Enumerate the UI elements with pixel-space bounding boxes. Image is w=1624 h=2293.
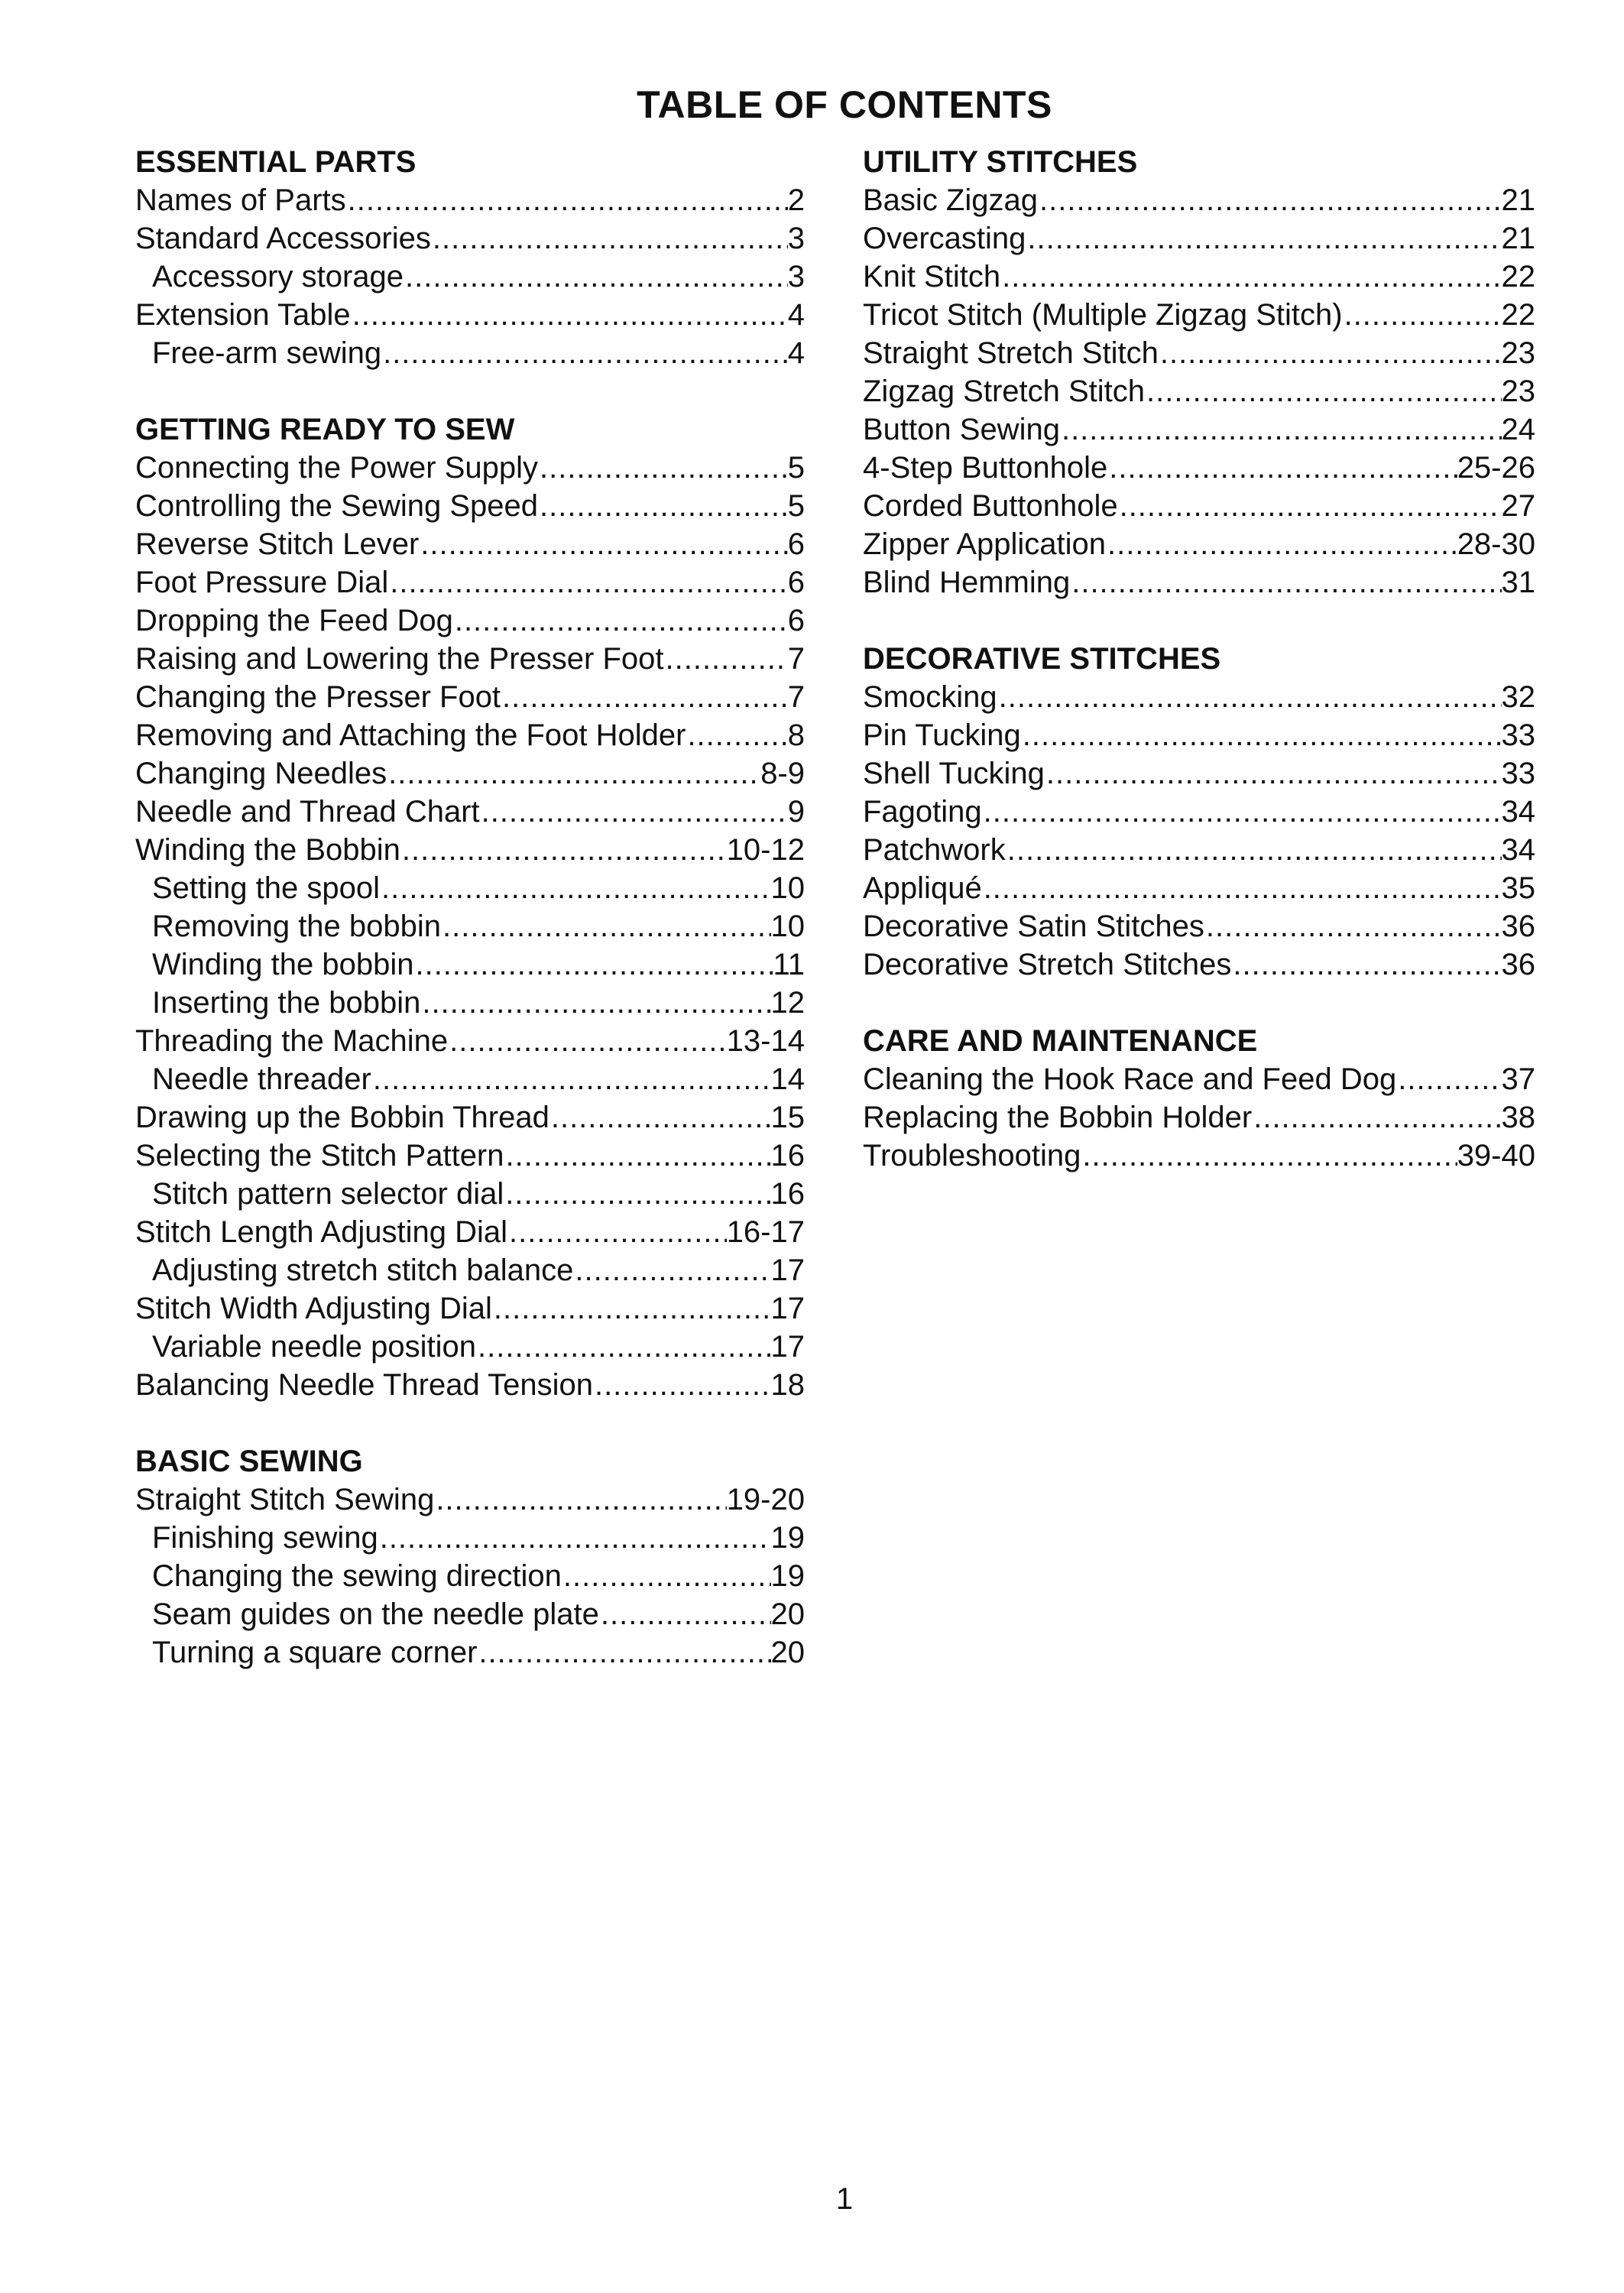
toc-entry-page: 8 [787, 718, 805, 752]
toc-entry-label: Turning a square corner [152, 1636, 478, 1669]
toc-entry [863, 449, 1535, 487]
toc-entry [135, 984, 805, 1022]
toc-entry-page: 21 [1501, 183, 1535, 217]
dot-leader [507, 1213, 727, 1251]
toc-entry-page: 20 [770, 1636, 805, 1669]
toc-entry-label: Finishing sewing [152, 1521, 378, 1555]
dot-leader [387, 754, 760, 793]
dot-leader [448, 1022, 727, 1060]
toc-entry-label: Raising and Lowering the Presser Foot [135, 642, 664, 676]
toc-entry [135, 754, 805, 793]
toc-entry [135, 1519, 805, 1557]
toc-entry-page: 4 [787, 298, 805, 332]
toc-entry-label: Adjusting stretch stitch balance [152, 1254, 574, 1287]
toc-entry [135, 1328, 805, 1366]
dot-leader [492, 1289, 771, 1328]
dot-leader [431, 219, 788, 258]
toc-entry-label: Decorative Stretch Stitches [863, 948, 1232, 981]
dot-leader [1045, 754, 1502, 793]
toc-entry [135, 219, 805, 258]
toc-entry-page: 22 [1501, 260, 1535, 294]
toc-entry-page: 18 [770, 1368, 805, 1402]
toc-entry [135, 1557, 805, 1595]
toc-entry-page: 33 [1501, 718, 1535, 752]
toc-entry [135, 945, 805, 984]
page-number: 1 [835, 2182, 854, 2216]
toc-entry-page: 11 [773, 948, 805, 981]
toc-entry-page: 19-20 [726, 1483, 805, 1516]
dot-leader [413, 945, 773, 984]
toc-entry-label: Connecting the Power Supply [135, 451, 538, 485]
toc-entry [863, 1098, 1535, 1137]
toc-entry [135, 1175, 805, 1213]
toc-entry [863, 487, 1535, 525]
toc-entry-page: 6 [787, 566, 805, 599]
toc-entry-label: Seam guides on the needle plate [152, 1597, 599, 1631]
dot-leader [593, 1366, 771, 1404]
toc-entry-label: Needle threader [152, 1062, 371, 1096]
dot-leader [420, 984, 770, 1022]
toc-entry-page: 2 [787, 183, 805, 217]
toc-entry [135, 563, 805, 602]
toc-entry-page: 16-17 [726, 1215, 805, 1249]
toc-entry-label: Threading the Machine [135, 1024, 449, 1058]
toc-entry [135, 793, 805, 831]
toc-entry [135, 525, 805, 563]
toc-entry-label: Winding the bobbin [152, 948, 414, 981]
toc-entry-label: Inserting the bobbin [152, 986, 421, 1020]
dot-leader [562, 1557, 771, 1595]
toc-entry [863, 525, 1535, 563]
toc-entry-page: 23 [1501, 336, 1535, 370]
toc-entry [135, 678, 805, 716]
toc-entry-label: Removing the bobbin [152, 910, 442, 943]
dot-leader [1118, 487, 1502, 525]
toc-entry-label: Changing the sewing direction [152, 1559, 562, 1593]
dot-leader [381, 334, 788, 372]
toc-entry-page: 32 [1501, 680, 1535, 714]
dot-leader [1231, 945, 1501, 984]
dot-leader [1081, 1137, 1457, 1175]
dot-leader [434, 1481, 726, 1519]
dot-leader [1106, 525, 1457, 563]
toc-entry [135, 907, 805, 945]
dot-leader [982, 793, 1502, 831]
dot-leader [1038, 181, 1502, 219]
toc-entry-page: 34 [1501, 795, 1535, 829]
toc-entry [135, 640, 805, 678]
toc-entry [135, 831, 805, 869]
toc-entry-label: Changing the Presser Foot [135, 680, 501, 714]
toc-entry-label: Button Sewing [863, 413, 1060, 446]
dot-leader [371, 1060, 771, 1098]
toc-entry-label: Straight Stitch Sewing [135, 1483, 435, 1516]
toc-entry-page: 31 [1501, 566, 1535, 599]
toc-entry [863, 754, 1535, 793]
toc-entry-page: 5 [787, 489, 805, 523]
toc-entry [863, 181, 1535, 219]
toc-entry-page: 7 [787, 642, 805, 676]
toc-entry-page: 37 [1501, 1062, 1535, 1096]
toc-entry-label: Needle and Thread Chart [135, 795, 480, 829]
dot-leader [686, 716, 787, 754]
toc-entry-label: Corded Buttonhole [863, 489, 1118, 523]
toc-entry-label: Foot Pressure Dial [135, 566, 389, 599]
toc-entry-page: 16 [770, 1177, 805, 1211]
toc-entry [135, 1098, 805, 1137]
page-title: TABLE OF CONTENTS [637, 83, 1052, 126]
section-heading: BASIC SEWING [135, 1445, 363, 1478]
toc-entry-label: Changing Needles [135, 757, 387, 790]
toc-entry [863, 219, 1535, 258]
dot-leader [453, 602, 788, 640]
dot-leader [1006, 831, 1502, 869]
toc-entry-label: Fagoting [863, 795, 982, 829]
dot-leader [476, 1328, 770, 1366]
toc-entry-page: 9 [787, 795, 805, 829]
dot-leader [1000, 258, 1501, 296]
toc-entry [863, 793, 1535, 831]
toc-entry [135, 258, 805, 296]
dot-leader [1343, 296, 1502, 334]
dot-leader [1204, 907, 1502, 945]
toc-entry [135, 716, 805, 754]
toc-entry-page: 39-40 [1457, 1139, 1535, 1172]
section-heading: GETTING READY TO SEW [135, 413, 515, 446]
toc-entry [135, 181, 805, 219]
toc-entry [135, 1213, 805, 1251]
dot-leader [599, 1595, 771, 1633]
toc-entry [135, 1366, 805, 1404]
dot-leader [1159, 334, 1502, 372]
toc-entry [135, 1137, 805, 1175]
section-heading: ESSENTIAL PARTS [135, 145, 417, 179]
toc-entry-page: 25-26 [1457, 451, 1535, 485]
dot-leader [1060, 410, 1502, 449]
toc-entry-page: 14 [770, 1062, 805, 1096]
toc-entry-page: 12 [770, 986, 805, 1020]
toc-section [863, 640, 1535, 984]
toc-entry-label: Balancing Needle Thread Tension [135, 1368, 593, 1402]
toc-entry-page: 28-30 [1457, 527, 1535, 561]
dot-leader [480, 793, 788, 831]
dot-leader [997, 678, 1502, 716]
toc-entry-page: 22 [1501, 298, 1535, 332]
dot-leader [419, 525, 787, 563]
toc-entry [863, 678, 1535, 716]
toc-entry [863, 716, 1535, 754]
toc-entry [135, 602, 805, 640]
toc-section [863, 1022, 1535, 1175]
toc-entry-page: 3 [787, 222, 805, 255]
dot-leader [380, 869, 771, 907]
toc-entry-label: Smocking [863, 680, 997, 714]
dot-leader [504, 1137, 771, 1175]
toc-entry-page: 33 [1501, 757, 1535, 790]
toc-entry-page: 27 [1501, 489, 1535, 523]
toc-entry [135, 1022, 805, 1060]
toc-entry-label: Appliqué [863, 871, 982, 905]
toc-entry-page: 10-12 [726, 833, 805, 867]
toc-entry-label: Names of Parts [135, 183, 346, 217]
toc-entry-label: Free-arm sewing [152, 336, 382, 370]
toc-entry-label: Dropping the Feed Dog [135, 604, 453, 637]
toc-entry-label: Replacing the Bobbin Holder [863, 1101, 1253, 1134]
toc-entry-page: 17 [770, 1254, 805, 1287]
toc-entry-page: 15 [770, 1101, 805, 1134]
toc-entry-label: Winding the Bobbin [135, 833, 400, 867]
dot-leader [538, 449, 788, 487]
toc-entry-page: 13-14 [726, 1024, 805, 1058]
right-column [863, 143, 1535, 1175]
toc-entry-label: Knit Stitch [863, 260, 1001, 294]
toc-entry-label: Stitch Length Adjusting Dial [135, 1215, 507, 1249]
toc-entry-page: 23 [1501, 375, 1535, 408]
toc-entry [863, 1060, 1535, 1098]
toc-section [135, 410, 805, 1404]
toc-entry-page: 10 [770, 910, 805, 943]
toc-entry-page: 20 [770, 1597, 805, 1631]
dot-leader [573, 1251, 770, 1289]
left-column [135, 143, 805, 1672]
toc-entry-page: 34 [1501, 833, 1535, 867]
dot-leader [982, 869, 1502, 907]
toc-entry [863, 410, 1535, 449]
toc-entry [135, 1595, 805, 1633]
toc-entry-label: Troubleshooting [863, 1139, 1081, 1172]
dot-leader [1396, 1060, 1501, 1098]
toc-entry-label: Setting the spool [152, 871, 380, 905]
dot-leader [1026, 219, 1501, 258]
toc-section [863, 143, 1535, 602]
toc-entry [863, 831, 1535, 869]
dot-leader [400, 831, 727, 869]
toc-entry-page: 8-9 [760, 757, 805, 790]
toc-entry-label: Accessory storage [152, 260, 404, 294]
toc-entry-page: 3 [787, 260, 805, 294]
toc-entry-label: Removing and Attaching the Foot Holder [135, 718, 686, 752]
toc-entry-label: Zipper Application [863, 527, 1106, 561]
section-heading: UTILITY STITCHES [863, 145, 1138, 179]
toc-entry-page: 24 [1501, 413, 1535, 446]
toc-section [135, 143, 805, 372]
toc-entry-label: Tricot Stitch (Multiple Zigzag Stitch) [863, 298, 1343, 332]
toc-entry-page: 21 [1501, 222, 1535, 255]
toc-entry [135, 1481, 805, 1519]
toc-entry [135, 296, 805, 334]
dot-leader [346, 181, 788, 219]
toc-section [135, 1442, 805, 1672]
toc-entry [135, 334, 805, 372]
toc-entry-page: 17 [770, 1330, 805, 1364]
toc-entry-label: Stitch Width Adjusting Dial [135, 1292, 492, 1325]
toc-entry-page: 7 [787, 680, 805, 714]
toc-entry-label: Overcasting [863, 222, 1026, 255]
dot-leader [378, 1519, 771, 1557]
toc-entry-page: 36 [1501, 910, 1535, 943]
toc-entry-label: Decorative Satin Stitches [863, 910, 1204, 943]
toc-entry [863, 945, 1535, 984]
dot-leader [538, 487, 788, 525]
toc-entry-label: 4-Step Buttonhole [863, 451, 1108, 485]
toc-entry-label: Cleaning the Hook Race and Feed Dog [863, 1062, 1397, 1096]
toc-entry-label: Shell Tucking [863, 757, 1045, 790]
toc-entry [135, 869, 805, 907]
toc-entry-page: 10 [770, 871, 805, 905]
toc-entry-page: 38 [1501, 1101, 1535, 1134]
toc-entry [863, 1137, 1535, 1175]
toc-entry-label: Blind Hemming [863, 566, 1071, 599]
toc-entry-page: 4 [787, 336, 805, 370]
toc-entry-page: 19 [770, 1521, 805, 1555]
toc-entry [135, 449, 805, 487]
toc-entry-label: Reverse Stitch Lever [135, 527, 420, 561]
toc-entry-page: 19 [770, 1559, 805, 1593]
toc-entry [135, 1060, 805, 1098]
dot-leader [504, 1175, 770, 1213]
dot-leader [441, 907, 770, 945]
toc-entry-page: 5 [787, 451, 805, 485]
dot-leader [477, 1633, 770, 1672]
dot-leader [549, 1098, 771, 1137]
dot-leader [1145, 372, 1501, 410]
dot-leader [1107, 449, 1457, 487]
section-heading: DECORATIVE STITCHES [863, 642, 1221, 676]
toc-entry-page: 16 [770, 1139, 805, 1172]
dot-leader [388, 563, 788, 602]
toc-entry-label: Variable needle position [152, 1330, 477, 1364]
toc-entry [863, 869, 1535, 907]
toc-entry-label: Zigzag Stretch Stitch [863, 375, 1146, 408]
toc-entry-page: 17 [770, 1292, 805, 1325]
dot-leader [1070, 563, 1501, 602]
toc-entry-label: Straight Stretch Stitch [863, 336, 1159, 370]
toc-entry-page: 36 [1501, 948, 1535, 981]
section-heading: CARE AND MAINTENANCE [863, 1024, 1258, 1058]
toc-entry-label: Controlling the Sewing Speed [135, 489, 539, 523]
toc-entry-label: Drawing up the Bobbin Thread [135, 1101, 549, 1134]
toc-entry-page: 6 [787, 604, 805, 637]
toc-entry-label: Pin Tucking [863, 718, 1021, 752]
dot-leader [501, 678, 788, 716]
toc-entry-label: Selecting the Stitch Pattern [135, 1139, 504, 1172]
toc-entry [863, 563, 1535, 602]
toc-entry [863, 296, 1535, 334]
toc-entry-label: Patchwork [863, 833, 1006, 867]
toc-entry [135, 1251, 805, 1289]
toc-entry-label: Standard Accessories [135, 222, 431, 255]
toc-entry [863, 334, 1535, 372]
dot-leader [404, 258, 788, 296]
toc-entry [135, 1633, 805, 1672]
toc-entry [863, 372, 1535, 410]
toc-entry [135, 487, 805, 525]
toc-entry [135, 1289, 805, 1328]
dot-leader [663, 640, 787, 678]
toc-entry-label: Stitch pattern selector dial [152, 1177, 504, 1211]
toc-entry [863, 258, 1535, 296]
toc-entry-page: 6 [787, 527, 805, 561]
toc-entry-page: 35 [1501, 871, 1535, 905]
toc-entry-label: Extension Table [135, 298, 351, 332]
toc-entry-label: Basic Zigzag [863, 183, 1038, 217]
dot-leader [1021, 716, 1502, 754]
dot-leader [351, 296, 788, 334]
dot-leader [1252, 1098, 1501, 1137]
toc-entry [863, 907, 1535, 945]
